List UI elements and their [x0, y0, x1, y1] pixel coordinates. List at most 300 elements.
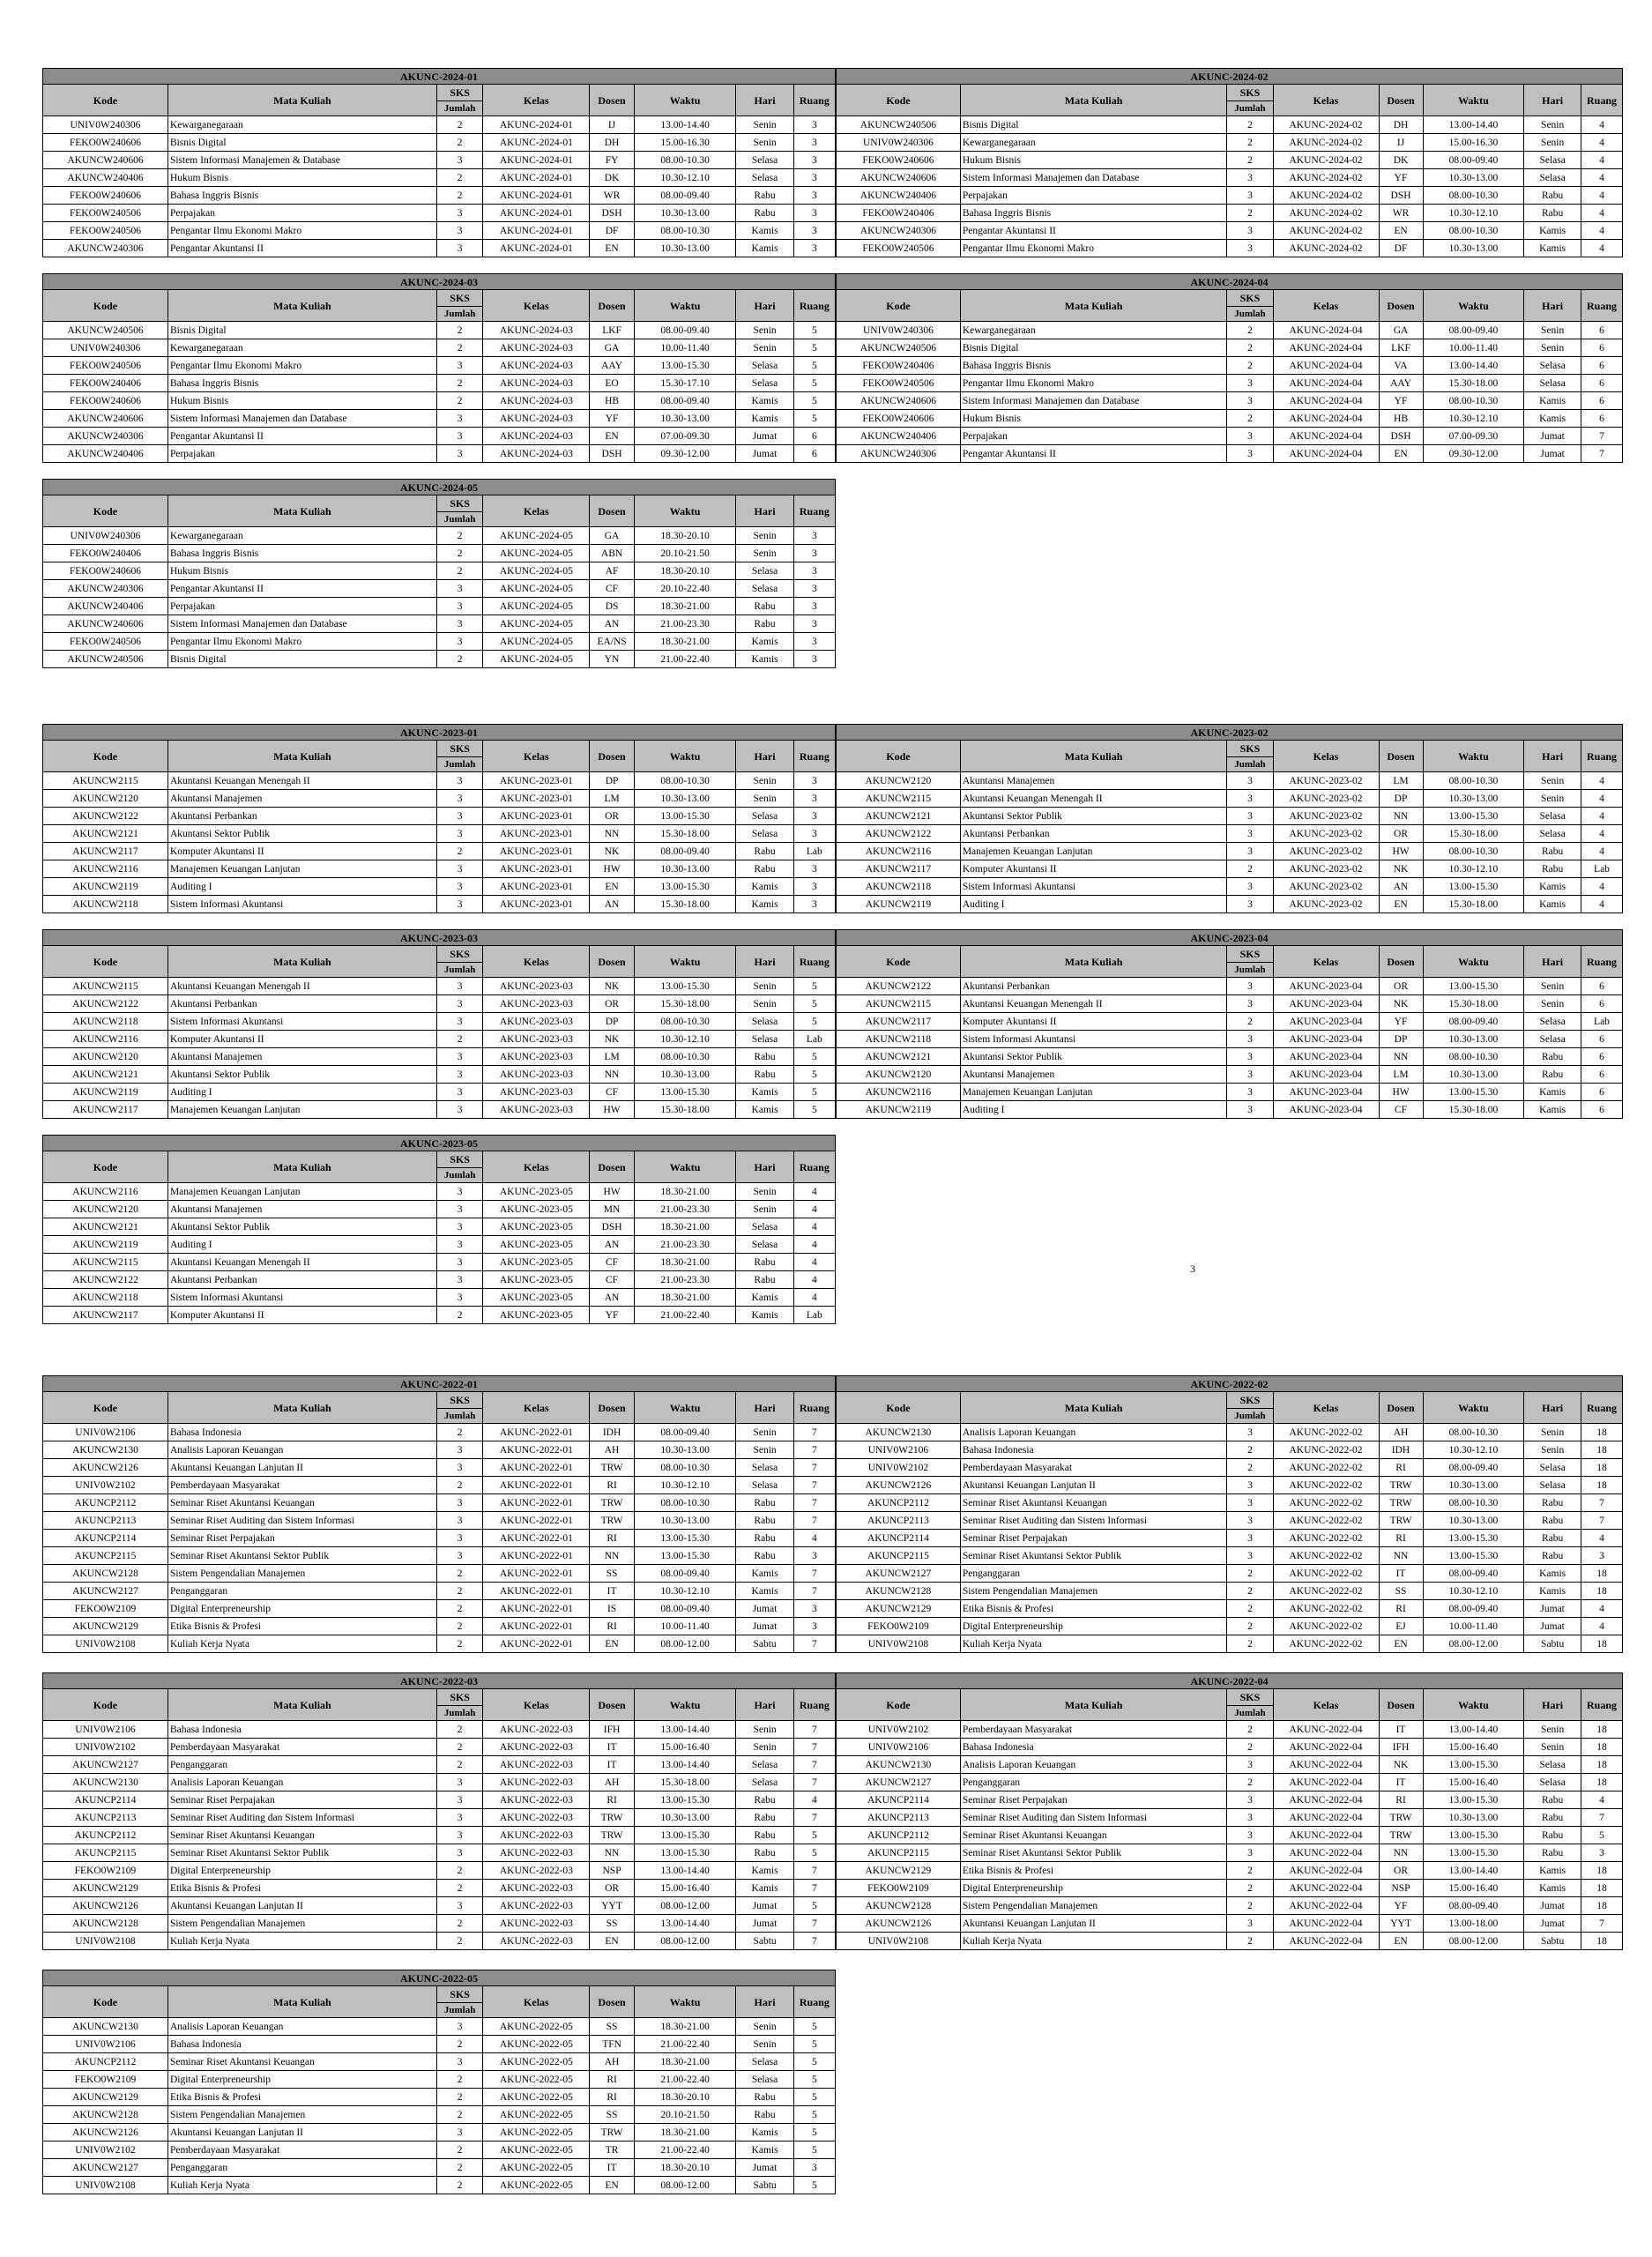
lecturer: OR: [1379, 1862, 1423, 1880]
sks-value: 2: [1227, 410, 1273, 428]
class-name: AKUNC-2022-05: [483, 2177, 590, 2194]
lecturer: EN: [590, 240, 634, 257]
sks-value: 2: [1227, 1618, 1273, 1635]
course-name: Auditing I: [167, 1236, 436, 1254]
class-name: AKUNC-2024-03: [483, 428, 590, 445]
sks-value: 3: [436, 1048, 483, 1066]
class-name: AKUNC-2024-01: [483, 152, 590, 169]
lecturer: DF: [1379, 240, 1423, 257]
room: 4: [1581, 134, 1622, 152]
time: 10.30-13.00: [634, 1809, 736, 1827]
header-mata-kuliah: Mata Kuliah: [167, 495, 436, 527]
course-code: AKUNCW2116: [43, 860, 168, 878]
day: Selasa: [1524, 152, 1581, 169]
lecturer: SS: [590, 2018, 634, 2036]
header-sks: SKS: [1227, 946, 1273, 963]
time: 08.00-09.40: [634, 843, 736, 860]
course-code: AKUNCW2122: [43, 808, 168, 825]
room: 3: [793, 1547, 835, 1565]
lecturer: CF: [1379, 1101, 1423, 1119]
header-dosen: Dosen: [1379, 946, 1423, 978]
room: 4: [1581, 878, 1622, 896]
sks-value: 3: [1227, 1809, 1273, 1827]
sks-value: 3: [436, 1827, 483, 1844]
class-name: AKUNC-2022-01: [483, 1530, 590, 1547]
table-row: [837, 428, 1623, 445]
class-name: AKUNC-2024-05: [483, 651, 590, 668]
room: 7: [793, 1477, 835, 1494]
sks-value: 3: [1227, 392, 1273, 410]
day: Kamis: [736, 878, 793, 896]
room: 18: [1581, 1933, 1622, 1950]
day: Rabu: [1524, 1494, 1581, 1512]
day: Sabtu: [1524, 1635, 1581, 1653]
course-name: Sistem Informasi Akuntansi: [167, 1013, 436, 1031]
lecturer: NK: [1379, 995, 1423, 1013]
lecturer: AN: [1379, 878, 1423, 896]
header-jumlah: Jumlah: [436, 1168, 483, 1183]
table-row: [837, 1494, 1623, 1512]
class-name: AKUNC-2024-01: [483, 134, 590, 152]
class-name: AKUNC-2022-02: [1273, 1441, 1379, 1459]
class-group-title: AKUNC-2023-05: [43, 1136, 836, 1151]
header-jumlah: Jumlah: [436, 307, 483, 322]
class-name: AKUNC-2022-05: [483, 2106, 590, 2124]
sks-value: 3: [436, 633, 483, 651]
sks-value: 2: [436, 1424, 483, 1441]
table-row: [837, 1600, 1623, 1618]
room: 6: [1581, 392, 1622, 410]
course-code: AKUNCW2128: [837, 1897, 961, 1915]
class-name: AKUNC-2023-04: [1273, 1031, 1379, 1048]
room: 6: [1581, 339, 1622, 357]
time: 21.00-22.40: [634, 2036, 736, 2053]
header-ruang: Ruang: [793, 1986, 835, 2018]
sks-value: 3: [436, 445, 483, 463]
header-hari: Hari: [736, 946, 793, 978]
sks-value: 3: [1227, 1547, 1273, 1565]
day: Rabu: [1524, 1066, 1581, 1084]
lecturer: AN: [590, 896, 634, 913]
day: Kamis: [736, 1565, 793, 1583]
course-code: FEKO0W240606: [837, 152, 961, 169]
table-row: [837, 1512, 1623, 1530]
class-group-title: AKUNC-2024-05: [43, 480, 836, 495]
lecturer: ABN: [590, 545, 634, 562]
sks-value: 3: [436, 878, 483, 896]
sks-value: 2: [1227, 134, 1273, 152]
schedule-table-2024-03: [42, 273, 836, 463]
course-name: Seminar Riset Akuntansi Keuangan: [167, 1494, 436, 1512]
lecturer: HW: [590, 1101, 634, 1119]
course-code: FEKO0W240506: [43, 205, 168, 222]
course-name: Auditing I: [960, 896, 1227, 913]
room: 18: [1581, 1583, 1622, 1600]
course-name: Kewarganegaraan: [960, 322, 1227, 339]
header-jumlah: Jumlah: [1227, 1706, 1273, 1721]
table-row: [43, 134, 836, 152]
day: Kamis: [1524, 1565, 1581, 1583]
table-row: [837, 978, 1623, 995]
lecturer: RI: [590, 2089, 634, 2106]
class-name: AKUNC-2022-03: [483, 1721, 590, 1739]
course-code: AKUNCP2115: [43, 1547, 168, 1565]
time: 08.00-10.30: [634, 772, 736, 790]
schedule-table-2024-04: [836, 273, 1623, 463]
room: 5: [793, 392, 835, 410]
header-jumlah: Jumlah: [436, 512, 483, 527]
schedule-table-2024-05: [42, 479, 836, 668]
class-name: AKUNC-2024-02: [1273, 240, 1379, 257]
course-name: Kuliah Kerja Nyata: [960, 1635, 1227, 1653]
lecturer: RI: [590, 1530, 634, 1547]
lecturer: TRW: [1379, 1494, 1423, 1512]
day: Kamis: [736, 222, 793, 240]
class-name: AKUNC-2022-04: [1273, 1809, 1379, 1827]
course-code: AKUNCW2117: [43, 843, 168, 860]
header-dosen: Dosen: [590, 1986, 634, 2018]
day: Selasa: [736, 2053, 793, 2071]
day: Selasa: [736, 1756, 793, 1774]
class-name: AKUNC-2023-03: [483, 1066, 590, 1084]
day: Rabu: [736, 1494, 793, 1512]
sks-value: 2: [1227, 1565, 1273, 1583]
lecturer: NN: [590, 1547, 634, 1565]
sks-value: 2: [436, 2177, 483, 2194]
sks-value: 3: [1227, 1791, 1273, 1809]
day: Jumat: [1524, 445, 1581, 463]
lecturer: TRW: [590, 1809, 634, 1827]
sks-value: 3: [436, 860, 483, 878]
sks-value: 3: [436, 1271, 483, 1289]
course-code: UNIV0W2102: [43, 1739, 168, 1756]
class-name: AKUNC-2023-03: [483, 1013, 590, 1031]
time: 08.00-10.30: [634, 1048, 736, 1066]
header-ruang: Ruang: [1581, 741, 1622, 772]
table-row: [837, 1933, 1623, 1950]
table-row: [837, 1066, 1623, 1084]
header-hari: Hari: [1524, 1689, 1581, 1721]
table-row: [837, 790, 1623, 808]
table-row: [43, 2177, 836, 2194]
day: Kamis: [736, 1084, 793, 1101]
lecturer: HW: [590, 1183, 634, 1201]
course-name: Akuntansi Keuangan Menengah II: [960, 790, 1227, 808]
room: 3: [793, 580, 835, 598]
sks-value: 2: [1227, 1013, 1273, 1031]
header-kelas: Kelas: [483, 1986, 590, 2018]
sks-value: 3: [436, 240, 483, 257]
course-code: UNIV0W2108: [43, 2177, 168, 2194]
day: Rabu: [736, 205, 793, 222]
table-row: [837, 169, 1623, 187]
class-name: AKUNC-2024-03: [483, 339, 590, 357]
day: Rabu: [736, 598, 793, 615]
table-row: [43, 240, 836, 257]
day: Kamis: [736, 633, 793, 651]
room: 3: [1581, 1844, 1622, 1862]
day: Senin: [736, 545, 793, 562]
class-name: AKUNC-2024-01: [483, 169, 590, 187]
day: Senin: [1524, 995, 1581, 1013]
course-code: FEKO0W2109: [43, 2071, 168, 2089]
course-code: AKUNCP2115: [837, 1844, 961, 1862]
header-kode: Kode: [43, 1689, 168, 1721]
lecturer: AH: [590, 1441, 634, 1459]
room: 3: [793, 169, 835, 187]
course-code: AKUNCW2119: [837, 896, 961, 913]
sks-value: 3: [436, 1066, 483, 1084]
header-waktu: Waktu: [1423, 741, 1524, 772]
time: 10.00-11.40: [634, 339, 736, 357]
class-group-title: AKUNC-2022-02: [837, 1376, 1623, 1392]
class-name: AKUNC-2022-03: [483, 1897, 590, 1915]
schedule-table-2023-03: [42, 929, 836, 1119]
lecturer: NK: [1379, 1756, 1423, 1774]
table-row: [837, 808, 1623, 825]
table-row: [43, 1791, 836, 1809]
day: Selasa: [1524, 1031, 1581, 1048]
lecturer: YYT: [590, 1897, 634, 1915]
course-name: Bahasa Inggris Bisnis: [167, 545, 436, 562]
class-name: AKUNC-2022-01: [483, 1565, 590, 1583]
time: 10.30-13.00: [1423, 1809, 1524, 1827]
lecturer: YN: [590, 651, 634, 668]
course-name: Seminar Riset Perpajakan: [960, 1530, 1227, 1547]
class-name: AKUNC-2022-05: [483, 2053, 590, 2071]
lecturer: TRW: [590, 1512, 634, 1530]
header-dosen: Dosen: [1379, 1392, 1423, 1424]
header-ruang: Ruang: [793, 741, 835, 772]
table-row: [837, 1897, 1623, 1915]
course-code: AKUNCP2113: [837, 1512, 961, 1530]
time: 20.10-21.50: [634, 545, 736, 562]
table-row: [837, 1530, 1623, 1547]
table-row: [837, 134, 1623, 152]
course-name: Akuntansi Keuangan Lanjutan II: [167, 1459, 436, 1477]
lecturer: YF: [1379, 392, 1423, 410]
time: 08.00-09.40: [1423, 1897, 1524, 1915]
class-name: AKUNC-2022-04: [1273, 1791, 1379, 1809]
table-row: [43, 1739, 836, 1756]
sks-value: 2: [436, 1565, 483, 1583]
lecturer: DP: [590, 772, 634, 790]
class-name: AKUNC-2023-01: [483, 790, 590, 808]
sks-value: 3: [436, 1791, 483, 1809]
lecturer: YF: [1379, 1897, 1423, 1915]
day: Rabu: [1524, 1791, 1581, 1809]
day: Sabtu: [736, 1933, 793, 1950]
course-code: FEKO0W240606: [43, 134, 168, 152]
day: Selasa: [736, 1477, 793, 1494]
schedule-table: [42, 479, 836, 668]
room: 3: [793, 825, 835, 843]
course-code: AKUNCW2129: [837, 1600, 961, 1618]
time: 18.30-20.10: [634, 2089, 736, 2106]
lecturer: TRW: [1379, 1512, 1423, 1530]
course-name: Kuliah Kerja Nyata: [167, 1933, 436, 1950]
time: 08.00-10.30: [1423, 772, 1524, 790]
header-ruang: Ruang: [1581, 290, 1622, 322]
lecturer: DS: [590, 598, 634, 615]
sks-value: 2: [1227, 1880, 1273, 1897]
class-name: AKUNC-2024-02: [1273, 187, 1379, 205]
class-name: AKUNC-2022-02: [1273, 1635, 1379, 1653]
lecturer: AH: [590, 2053, 634, 2071]
sks-value: 2: [1227, 1459, 1273, 1477]
day: Senin: [1524, 1739, 1581, 1756]
header-kelas: Kelas: [1273, 85, 1379, 116]
header-ruang: Ruang: [1581, 85, 1622, 116]
sks-value: 2: [436, 562, 483, 580]
day: Rabu: [1524, 1512, 1581, 1530]
sks-value: 2: [1227, 1774, 1273, 1791]
table-row: [837, 1721, 1623, 1739]
course-code: FEKO0W240606: [43, 392, 168, 410]
table-row: [837, 205, 1623, 222]
course-code: UNIV0W240306: [43, 339, 168, 357]
sks-value: 2: [436, 527, 483, 545]
header-jumlah: Jumlah: [1227, 307, 1273, 322]
time: 13.00-14.40: [1423, 1721, 1524, 1739]
course-name: Auditing I: [960, 1101, 1227, 1119]
header-dosen: Dosen: [590, 741, 634, 772]
sks-value: 2: [436, 1583, 483, 1600]
header-dosen: Dosen: [1379, 741, 1423, 772]
header-kode: Kode: [43, 495, 168, 527]
sks-value: 3: [1227, 169, 1273, 187]
time: 18.30-21.00: [634, 1289, 736, 1307]
course-name: Analisis Laporan Keuangan: [167, 1774, 436, 1791]
room: 4: [1581, 1530, 1622, 1547]
course-code: AKUNCW240506: [43, 322, 168, 339]
course-code: AKUNCW2120: [43, 1201, 168, 1218]
course-code: AKUNCW2118: [43, 1289, 168, 1307]
time: 08.00-09.40: [634, 392, 736, 410]
sks-value: 2: [436, 2159, 483, 2177]
course-name: Bahasa Indonesia: [167, 1424, 436, 1441]
time: 13.00-15.30: [634, 808, 736, 825]
day: Kamis: [1524, 878, 1581, 896]
header-kelas: Kelas: [483, 741, 590, 772]
time: 13.00-15.30: [1423, 1791, 1524, 1809]
header-waktu: Waktu: [1423, 1689, 1524, 1721]
time: 13.00-15.30: [1423, 1827, 1524, 1844]
lecturer: AF: [590, 562, 634, 580]
class-name: AKUNC-2022-03: [483, 1844, 590, 1862]
day: Selasa: [736, 1013, 793, 1031]
room: 5: [793, 2142, 835, 2159]
header-mata-kuliah: Mata Kuliah: [167, 1986, 436, 2018]
header-ruang: Ruang: [793, 1689, 835, 1721]
table-row: [43, 843, 836, 860]
header-kelas: Kelas: [483, 946, 590, 978]
room: 5: [793, 410, 835, 428]
header-dosen: Dosen: [590, 1151, 634, 1183]
course-name: Bisnis Digital: [960, 116, 1227, 134]
class-name: AKUNC-2022-01: [483, 1618, 590, 1635]
course-name: Komputer Akuntansi II: [167, 843, 436, 860]
course-name: Komputer Akuntansi II: [167, 1307, 436, 1324]
class-name: AKUNC-2023-03: [483, 978, 590, 995]
day: Senin: [736, 2018, 793, 2036]
time: 13.00-15.30: [1423, 878, 1524, 896]
table-row: [837, 1441, 1623, 1459]
class-name: AKUNC-2022-04: [1273, 1915, 1379, 1933]
table-row: [43, 410, 836, 428]
header-sks: SKS: [1227, 741, 1273, 757]
table-row: [43, 2089, 836, 2106]
time: 10.30-13.00: [1423, 1512, 1524, 1530]
sks-value: 3: [1227, 878, 1273, 896]
sks-value: 3: [436, 1809, 483, 1827]
header-mata-kuliah: Mata Kuliah: [167, 741, 436, 772]
course-name: Manajemen Keuangan Lanjutan: [167, 860, 436, 878]
class-name: AKUNC-2022-02: [1273, 1477, 1379, 1494]
lecturer: DSH: [1379, 187, 1423, 205]
class-group-title: AKUNC-2022-05: [43, 1970, 836, 1986]
sks-value: 3: [436, 1459, 483, 1477]
course-name: Hukum Bisnis: [960, 152, 1227, 169]
sks-value: 3: [1227, 825, 1273, 843]
table-row: [43, 1756, 836, 1774]
time: 08.00-10.30: [634, 152, 736, 169]
lecturer: DP: [1379, 790, 1423, 808]
time: 10.30-13.00: [634, 240, 736, 257]
class-name: AKUNC-2023-02: [1273, 772, 1379, 790]
lecturer: NSP: [1379, 1880, 1423, 1897]
header-hari: Hari: [736, 495, 793, 527]
course-name: Digital Enterpreneurship: [960, 1880, 1227, 1897]
course-name: Akuntansi Perbankan: [960, 825, 1227, 843]
header-mata-kuliah: Mata Kuliah: [960, 85, 1227, 116]
header-hari: Hari: [736, 85, 793, 116]
sks-value: 2: [436, 1307, 483, 1324]
class-name: AKUNC-2024-05: [483, 580, 590, 598]
class-name: AKUNC-2022-01: [483, 1547, 590, 1565]
header-jumlah: Jumlah: [436, 1409, 483, 1424]
day: Selasa: [736, 1774, 793, 1791]
room: 4: [1581, 1600, 1622, 1618]
class-name: AKUNC-2022-05: [483, 2142, 590, 2159]
course-name: Akuntansi Perbankan: [167, 995, 436, 1013]
class-name: AKUNC-2023-02: [1273, 825, 1379, 843]
day: Senin: [1524, 134, 1581, 152]
class-name: AKUNC-2024-04: [1273, 339, 1379, 357]
course-name: Etika Bisnis & Profesi: [960, 1600, 1227, 1618]
course-code: AKUNCW240606: [43, 615, 168, 633]
sks-value: 3: [436, 428, 483, 445]
course-code: AKUNCP2113: [837, 1809, 961, 1827]
course-name: Sistem Informasi Akuntansi: [167, 1289, 436, 1307]
class-name: AKUNC-2022-01: [483, 1459, 590, 1477]
room: 5: [793, 2036, 835, 2053]
table-row: [43, 825, 836, 843]
time: 08.00-09.40: [634, 322, 736, 339]
time: 15.00-16.40: [1423, 1880, 1524, 1897]
day: Rabu: [1524, 1844, 1581, 1862]
room: 6: [793, 445, 835, 463]
course-name: Hukum Bisnis: [960, 410, 1227, 428]
header-sks: SKS: [1227, 290, 1273, 307]
header-mata-kuliah: Mata Kuliah: [167, 1392, 436, 1424]
class-name: AKUNC-2022-01: [483, 1424, 590, 1441]
course-name: Pemberdayaan Masyarakat: [167, 1739, 436, 1756]
course-code: FEKO0W240406: [837, 205, 961, 222]
day: Senin: [736, 772, 793, 790]
room: 5: [793, 2177, 835, 2194]
course-name: Akuntansi Keuangan Menengah II: [960, 995, 1227, 1013]
